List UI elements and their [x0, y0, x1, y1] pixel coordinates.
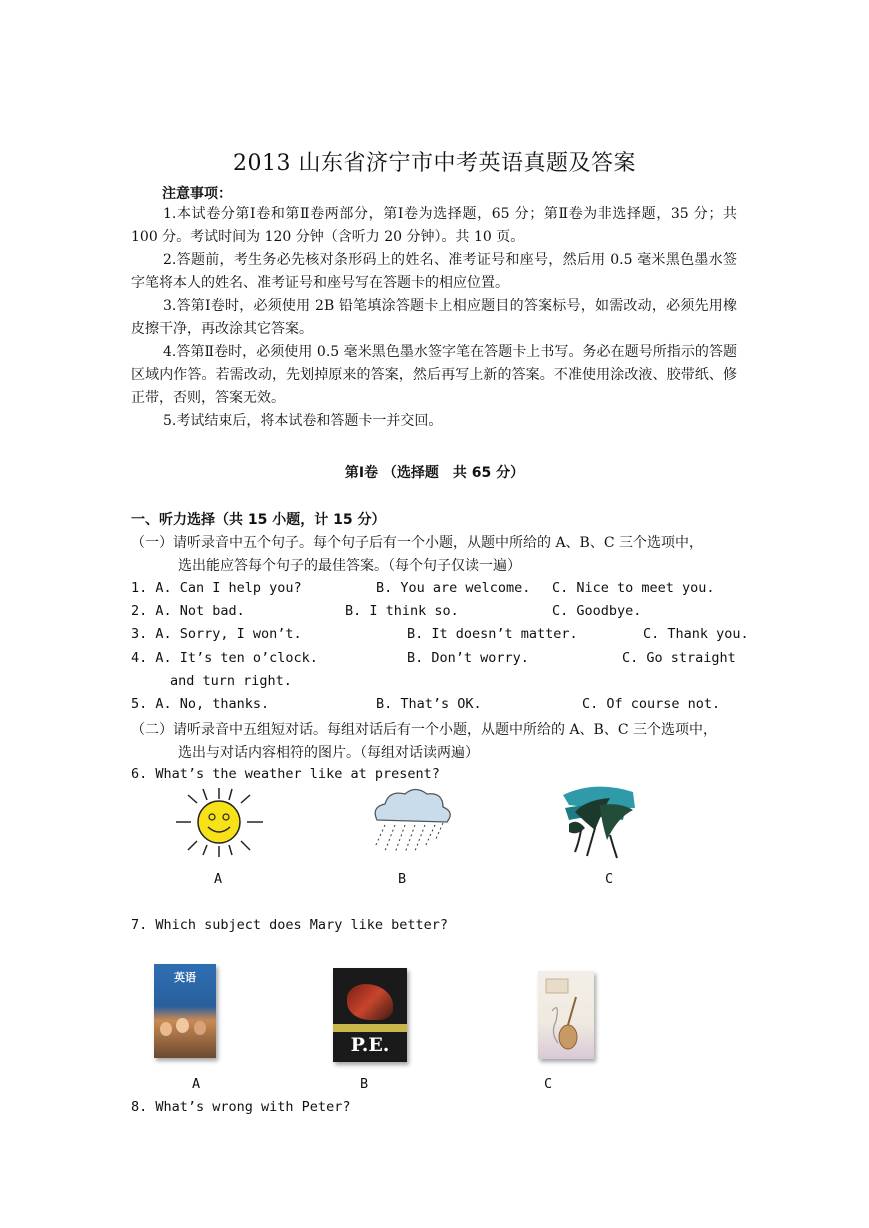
- sun-picture: [172, 785, 267, 860]
- windy-storm-picture: [555, 780, 640, 860]
- q6-question: 6. What’s the weather like at present?: [131, 766, 440, 782]
- sub2-instruction-line1: （二）请听录音中五组短对话。每组对话后有一个小题，从题中所给的 A、B、C 三个选项中，: [131, 722, 718, 738]
- notice-item-2: 2.答题前，考生务必先核对条形码上的姓名、准考证号和座号，然后用 0.5 毫米黑色墨水签字笔将本人的姓名、准考证号和座号写在答题卡的相应位置。: [131, 252, 737, 291]
- notice-heading: 注意事项：: [162, 186, 232, 202]
- q1-option-c: C. Nice to meet you.: [552, 580, 715, 596]
- q5-option-a: 5. A. No, thanks.: [131, 696, 270, 712]
- music-textbook-picture: [538, 971, 594, 1059]
- q7-label-c: C: [544, 1076, 553, 1092]
- section1-heading: 一、听力选择（共 15 小题，计 15 分）: [131, 512, 386, 528]
- notice-item-5: 5.考试结束后，将本试卷和答题卡一并交回。: [163, 413, 443, 429]
- q7-label-a: A: [192, 1076, 201, 1092]
- sub1-instruction-line1: （一）请听录音中五个句子。每个句子后有一个小题，从题中所给的 A、B、C 三个选项中，: [131, 535, 704, 551]
- q3-option-b: B. It doesn’t matter.: [407, 626, 578, 642]
- q2-option-a: 2. A. Not bad.: [131, 603, 245, 619]
- q3-option-a: 3. A. Sorry, I won’t.: [131, 626, 302, 642]
- q5-option-c: C. Of course not.: [582, 696, 721, 712]
- q7-label-b: B: [360, 1076, 369, 1092]
- part1-heading: 第Ⅰ卷 （选择题 共 65 分）: [344, 465, 525, 481]
- q4-option-c-continued: and turn right.: [170, 673, 292, 689]
- q2-option-b: B. I think so.: [345, 603, 459, 619]
- q4-option-b: B. Don’t worry.: [407, 650, 529, 666]
- q7-question: 7. Which subject does Mary like better?: [131, 917, 448, 933]
- q6-label-a: A: [214, 871, 223, 887]
- notice-item-4: 4.答第Ⅱ卷时，必须使用 0.5 毫米黑色墨水签字笔在答题卡上书写。务必在题号所指示的答题区域内作答。若需改动，先划掉原来的答案，然后再写上新的答案。不准使用涂改液、胶带纸、修正带，否则，答案无效。: [131, 344, 737, 406]
- q4-option-a: 4. A. It’s ten o’clock.: [131, 650, 318, 666]
- q6-label-c: C: [605, 871, 614, 887]
- q6-label-b: B: [398, 871, 407, 887]
- q8-question: 8. What’s wrong with Peter?: [131, 1099, 351, 1115]
- q3-option-c: C. Thank you.: [643, 626, 749, 642]
- pe-textbook-picture: [333, 968, 407, 1062]
- q4-option-c: C. Go straight: [622, 650, 736, 666]
- sub1-instruction-line2: 选出能应答每个句子的最佳答案。（每个句子仅读一遍）: [178, 558, 521, 574]
- english-textbook-picture: [154, 964, 216, 1058]
- pe-book-title: P.E.: [350, 1034, 390, 1056]
- notice-item-3: 3.答第Ⅰ卷时，必须使用 2B 铅笔填涂答题卡上相应题目的答案标号，如需改动，必须先用橡皮擦干净，再改涂其它答案。: [131, 298, 737, 337]
- notice-item-1: 1.本试卷分第Ⅰ卷和第Ⅱ卷两部分，第Ⅰ卷为选择题，65 分；第Ⅱ卷为非选择题，35 分；共 100 分。考试时间为 120 分钟（含听力 20 分钟）。共 10 页。: [131, 206, 737, 245]
- document-title: 2013 山东省济宁市中考英语真题及答案: [233, 151, 636, 176]
- rain-cloud-picture: [363, 785, 458, 860]
- english-book-title: 英语: [174, 971, 196, 984]
- q2-option-c: C. Goodbye.: [552, 603, 642, 619]
- sub2-instruction-line2: 选出与对话内容相符的图片。（每组对话读两遍）: [178, 745, 479, 761]
- q1-option-a: 1. A. Can I help you?: [131, 580, 302, 596]
- q1-option-b: B. You are welcome.: [376, 580, 531, 596]
- q5-option-b: B. That’s OK.: [376, 696, 482, 712]
